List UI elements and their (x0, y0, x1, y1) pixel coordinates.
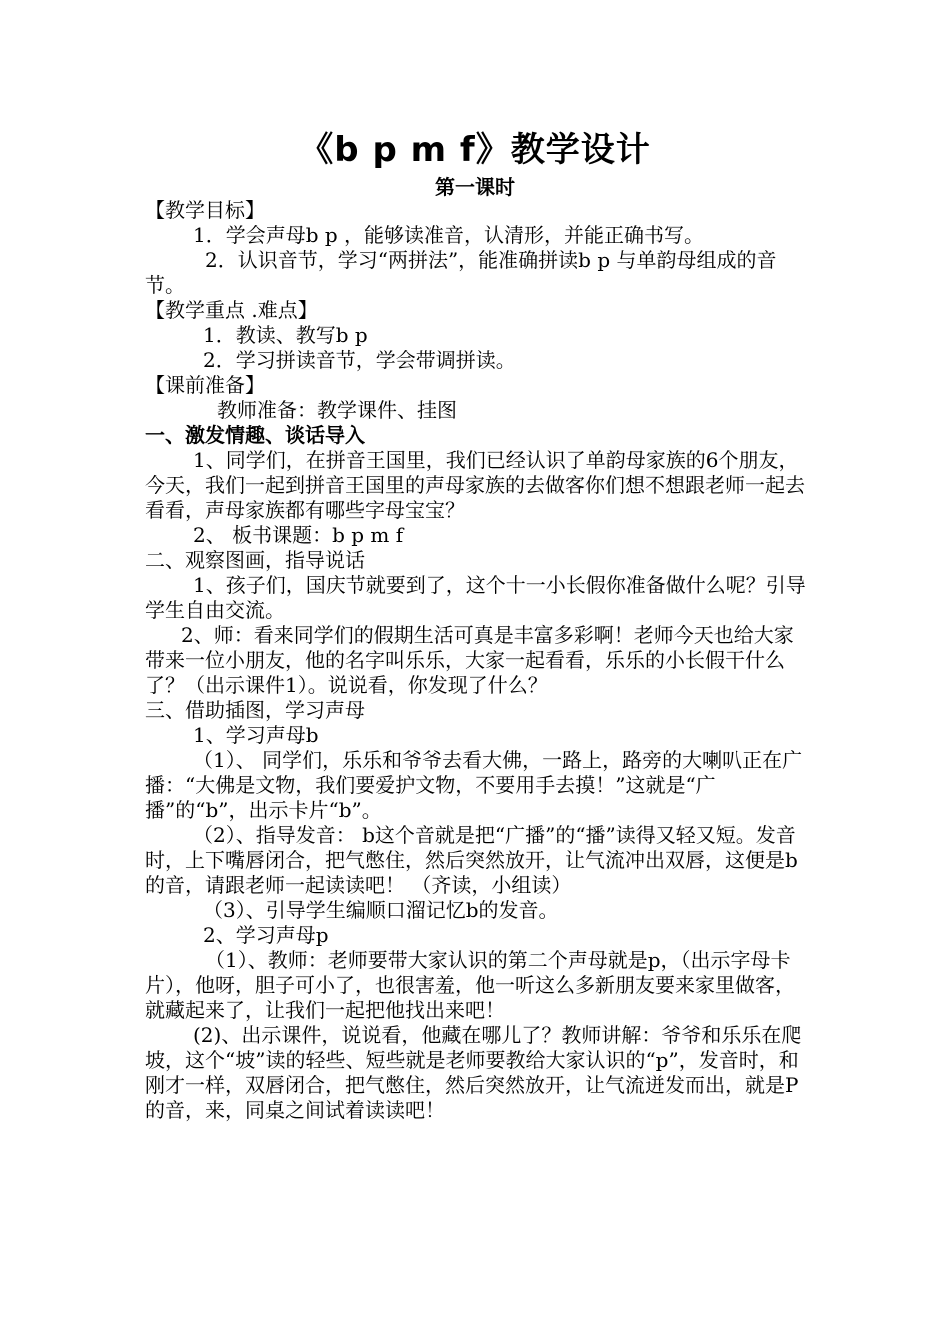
paragraph: (2)、出示课件，说说看，他藏在哪儿了？教师讲解：爷爷和乐乐在爬坡，这个“坡”读的轻些、短些就是老师要教给大家认识的“p”，发音时，和刚才一样，双唇闭合，把气憋住，然后突然放开，让气流迸发而出，就是P的音，来，同桌之间试着读读吧！ (145, 1023, 802, 1122)
document-title: 《b p m f》教学设计 (299, 130, 651, 170)
document-subtitle: 第一课时 (435, 175, 515, 199)
paragraph: 2．学习拼读音节，学会带调拼读。 (203, 348, 516, 372)
paragraph: 2、学习声母p (203, 923, 329, 947)
document-body (145, 198, 810, 1123)
section-heading-key-points: 【教学重点 .难点】 (145, 298, 318, 322)
paragraph: 教师准备：教学课件、挂图 (217, 398, 457, 422)
section-heading-goals: 【教学目标】 (145, 198, 265, 222)
paragraph: 2．认识音节，学习“两拼法”，能准确拼读b p 与单韵母组成的音节。 (145, 248, 777, 297)
paragraph: （1）、教师：老师要带大家认识的第二个声母就是p，（出示字母卡片），他呀，胆子可小了，也很害羞，他一听这么多新朋友要来家里做客，就藏起来了，让我们一起把他找出来吧！ (145, 948, 795, 1022)
section-heading-three: 三、借助插图，学习声母 (145, 698, 365, 722)
section-heading-preparation: 【课前准备】 (145, 373, 265, 397)
paragraph: 1、学习声母b (193, 723, 319, 747)
paragraph: 1．学会声母b p ，能够读准音，认清形，并能正确书写。 (193, 223, 705, 247)
paragraph: 1．教读、教写b p (203, 323, 368, 347)
paragraph: （2）、指导发音： b这个音就是把“广播”的“播”读得又轻又短。发音时，上下嘴唇闭合，把气憋住，然后突然放开，让气流冲出双唇，这便是b的音，请跟老师一起读读吧！ （齐读，小组读） (145, 823, 798, 897)
paragraph: 1、同学们，在拼音王国里，我们已经认识了单韵母家族的6个朋友，今天，我们一起到拼音王国里的声母家族的去做客你们想不想跟老师一起去看看，声母家族都有哪些字母宝宝？ (145, 448, 805, 522)
paragraph: 2、师：看来同学们的假期生活可真是丰富多彩啊！老师今天也给大家带来一位小朋友，他的名字叫乐乐，大家一起看看，乐乐的小长假干什么了？（出示课件1）。说说看，你发现了什么？ (145, 623, 794, 697)
paragraph: 2、 板书课题：b p m f (193, 523, 404, 547)
paragraph: （1）、 同学们，乐乐和爷爷去看大佛，一路上，路旁的大喇叭正在广播：“大佛是文物，我们要爱护文物，不要用手去摸！”这就是“广播”的“b”，出示卡片“b”。 (145, 748, 803, 822)
section-heading-one: 一、激发情趣、谈话导入 (145, 423, 365, 447)
section-heading-two: 二、观察图画，指导说话 (145, 548, 365, 572)
paragraph: （3）、引导学生编顺口溜记忆b的发音。 (203, 898, 559, 922)
paragraph: 1、孩子们，国庆节就要到了，这个十一小长假你准备做什么呢？引导学生自由交流。 (145, 573, 806, 622)
